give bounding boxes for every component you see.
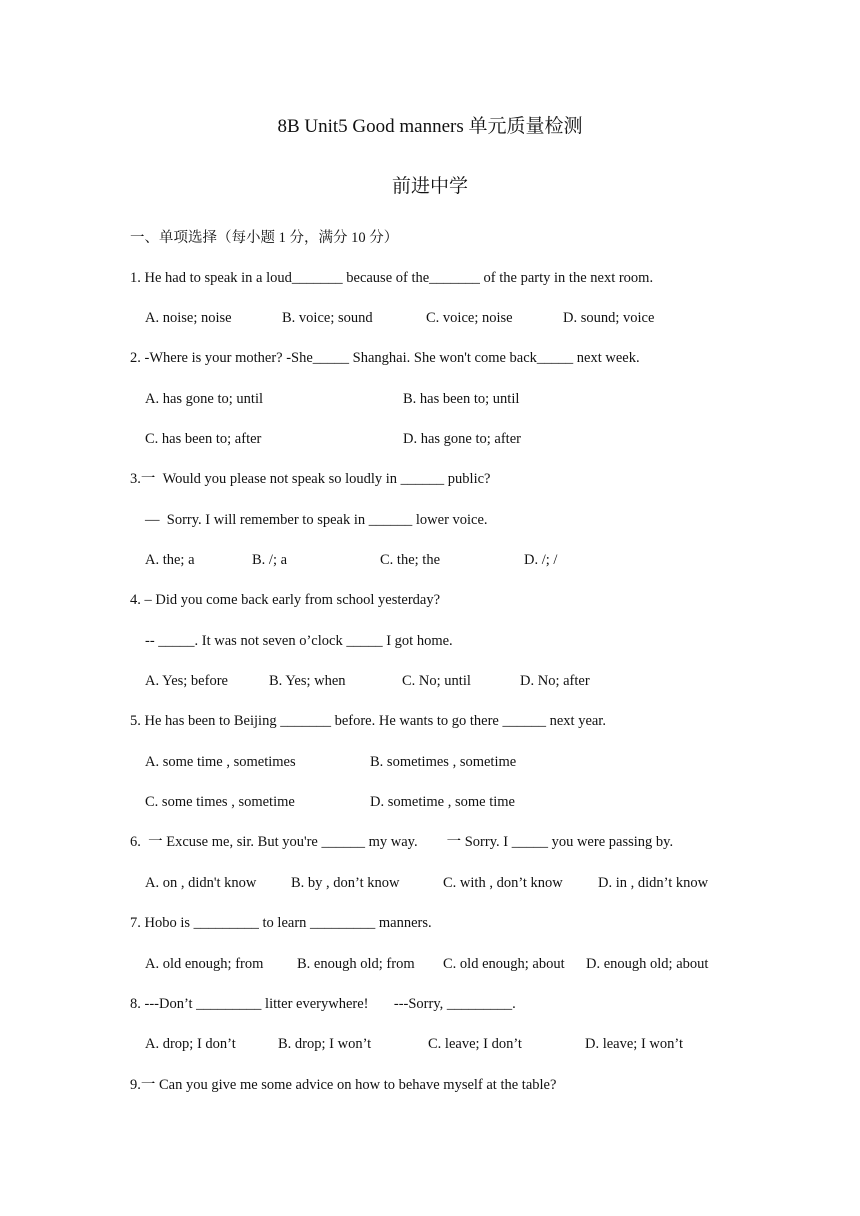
question-3-option-c: C. the; the (380, 552, 441, 568)
question-4-option-a: A. Yes; before (145, 673, 228, 689)
question-6-option-a: A. on , didn't know (145, 875, 257, 891)
question-8-option-d: D. leave; I won’t (585, 1036, 683, 1052)
question-8-option-c: C. leave; I don’t (428, 1036, 522, 1052)
question-3-stem: 3.一 Would you please not speak so loudly in ______ public? (130, 471, 491, 487)
question-5-stem: 5. He has been to Beijing _______ before. He wants to go there ______ next year. (130, 713, 606, 729)
question-2-stem: 2. -Where is your mother? -She_____ Shanghai. She won't come back_____ next week. (130, 350, 640, 366)
question-6-option-b: B. by , don’t know (291, 875, 400, 891)
question-4-stem: 4. – Did you come back early from school yesterday? (130, 592, 441, 608)
question-3-option-b: B. /; a (252, 552, 288, 568)
question-7-option-d: D. enough old; about (586, 956, 709, 972)
question-9-stem: 9.一 Can you give me some advice on how to behave myself at the table? (130, 1077, 557, 1093)
question-5-option-c: C. some times , sometime (145, 794, 295, 810)
question-1-option-d: D. sound; voice (563, 310, 655, 326)
question-8-option-b: B. drop; I won’t (278, 1036, 372, 1052)
document-title: 8B Unit5 Good manners 单元质量检测 (277, 116, 583, 137)
question-7-stem: 7. Hobo is _________ to learn _________ manners. (130, 915, 432, 931)
question-8-option-a: A. drop; I don’t (145, 1036, 236, 1052)
question-1-option-a: A. noise; noise (145, 310, 232, 326)
question-7-option-b: B. enough old; from (297, 956, 415, 972)
question-6-option-c: C. with , don’t know (443, 875, 563, 891)
question-5-option-a: A. some time , sometimes (145, 754, 296, 770)
question-5-option-d: D. sometime , some time (370, 794, 515, 810)
question-7-option-a: A. old enough; from (145, 956, 264, 972)
question-3-option-d: D. /; / (524, 552, 558, 568)
question-5-option-b: B. sometimes , sometime (370, 754, 517, 770)
question-4-stem-2: -- _____. It was not seven o’clock _____ I got home. (145, 633, 453, 649)
question-4-option-c: C. No; until (402, 673, 471, 689)
question-2-option-d: D. has gone to; after (403, 431, 521, 447)
question-8-stem: 8. ---Don’t _________ litter everywhere! ---Sorry, _________. (130, 996, 516, 1012)
question-2-option-c: C. has been to; after (145, 431, 262, 447)
question-6-stem: 6. 一 Excuse me, sir. But you're ______ my way. 一 Sorry. I _____ you were passing by. (130, 834, 674, 850)
question-4-option-d: D. No; after (520, 673, 590, 689)
question-1-stem: 1. He had to speak in a loud_______ because of the_______ of the party in the next room. (130, 270, 654, 286)
question-4-option-b: B. Yes; when (269, 673, 346, 689)
question-7-option-c: C. old enough; about (443, 956, 565, 972)
question-6-option-d: D. in , didn’t know (598, 875, 709, 891)
school-name: 前进中学 (391, 176, 468, 197)
section-heading: 一、单项选择（每小题 1 分，满分 10 分） (130, 230, 399, 246)
question-3-stem-2: — Sorry. I will remember to speak in ______ lower voice. (145, 512, 488, 528)
question-3-option-a: A. the; a (145, 552, 195, 568)
question-1-option-c: C. voice; noise (426, 310, 513, 326)
question-2-option-b: B. has been to; until (403, 391, 520, 407)
question-2-option-a: A. has gone to; until (145, 391, 264, 407)
question-1-option-b: B. voice; sound (282, 310, 373, 326)
